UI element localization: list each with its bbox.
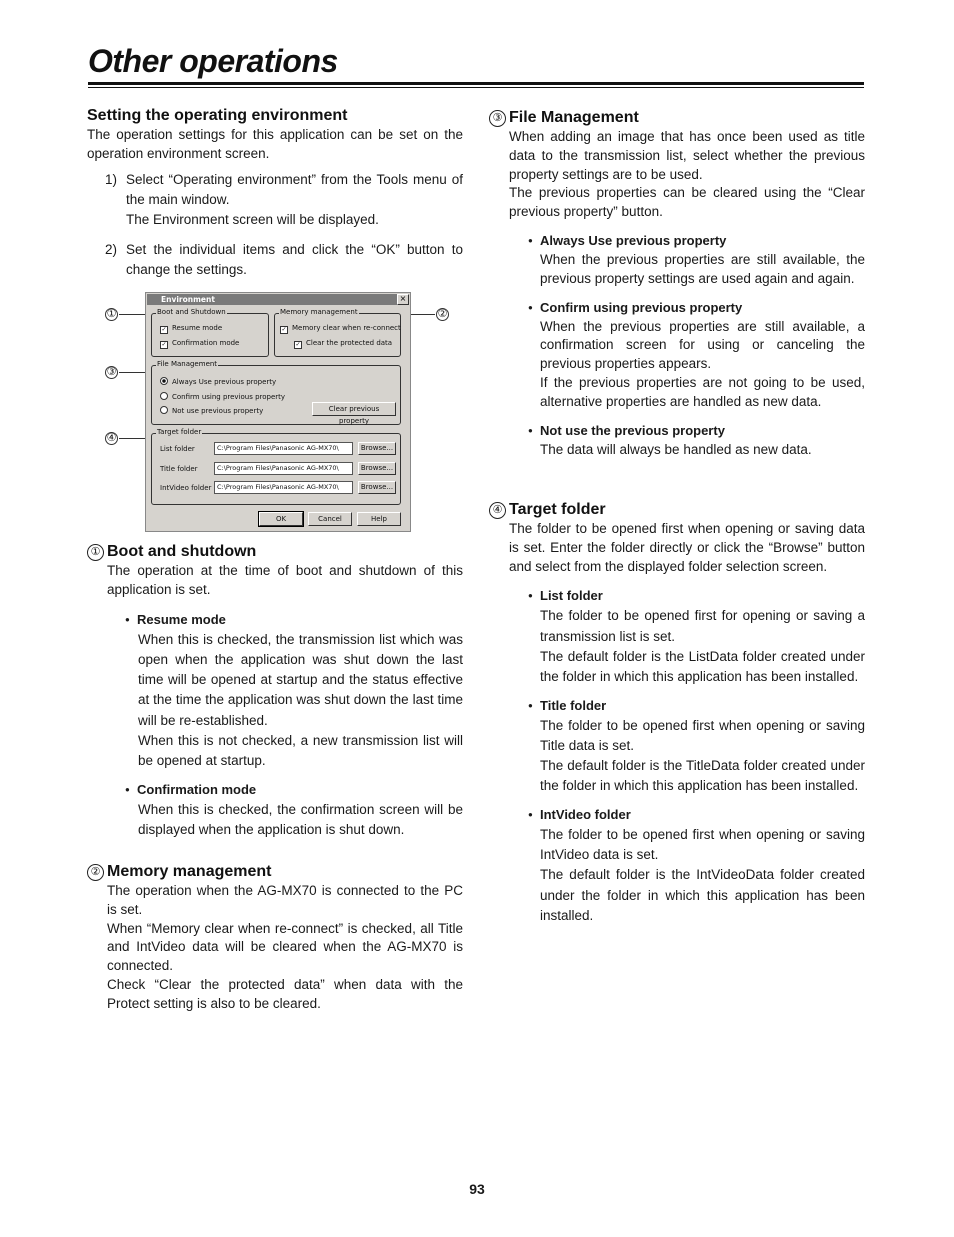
step-number: 2) [105,241,118,257]
target-group-label: Target folder [157,428,202,436]
resume-label: Resume mode [172,324,223,332]
title-rule [88,82,864,85]
clear-protected-checkbox[interactable] [294,339,392,349]
check-icon: ✓ [161,341,167,348]
target-group [151,428,401,505]
confirmation-label: Confirmation mode [172,339,240,347]
mem-clear-checkbox[interactable] [280,324,401,334]
boot-heading [87,542,463,562]
list-folder-label: List folder [160,445,195,453]
check-icon: ✓ [281,326,287,333]
intvideo-folder-text-2: The default folder is the IntVideoData folder created under the folder in which this application has been installed. [540,867,865,923]
title-folder-heading: ● Title folder [528,696,865,716]
left-column [87,106,463,280]
boot-section [87,542,463,840]
intvideo-folder-heading: ● IntVideo folder [528,805,865,825]
clear-protected-label: Clear the protected data [306,339,393,347]
notuse-heading: ● Not use the previous property [528,421,865,441]
page-title: Other operations [88,43,338,79]
step-text [126,170,463,230]
step-1-text: Select “Operating environment” from the Tools menu of the main window. [126,171,463,207]
callout-3: ③ [106,366,117,378]
file-p2: The previous properties can be cleared using the “Clear previous property” button. [509,185,865,220]
target-p1: The folder to be opened first when opening or saving data is set. Enter the folder directly or click the “Browse” button and select from the displayed folder selection screen. [509,521,865,574]
right-column [489,108,865,459]
marker-3: ③ [489,110,506,127]
marker-2: ② [87,864,104,881]
radio-off-icon [160,406,168,414]
title-folder-label: Title folder [160,465,198,473]
notuse-text: The data will always be handled as new data. [540,441,812,457]
callout-1: ① [106,308,117,320]
title-folder-text: The folder to be opened first when opening or saving Title data is set. [540,717,865,753]
confirmation-mode-text: When this is checked, the confirmation screen will be displayed when the application is shut down. [138,801,463,837]
always-text: When the previous properties are still available, the previous property settings are used again and again. [540,251,865,286]
always-heading: ● Always Use previous property [528,231,865,251]
marker-1: ① [87,544,104,561]
memory-section [87,862,463,1014]
callout-2: ② [437,308,448,320]
title-folder-text-2: The default folder is the TitleData folder created under the folder in which this application has been installed. [540,758,865,794]
radio-on-icon [160,377,168,385]
list-browse-button[interactable]: Browse... [358,442,396,455]
check-icon: ✓ [295,341,301,348]
memory-group-label: Memory management [280,308,358,316]
target-heading [489,500,865,520]
confirm-heading: ● Confirm using previous property [528,298,865,318]
marker-4: ④ [489,502,506,519]
target-section [489,500,865,926]
boot-heading-text: Boot and shutdown [107,543,257,560]
resume-mode-text: When this is checked, the transmission list which was open when the application was shut down the last time will be opened at startup and the status effective at the time the application was shut down the last time will be re-established. [138,631,463,728]
confirmation-mode-heading: ● Confirmation mode [125,780,463,800]
step-2-text: Set the individual items and click the “OK” button to change the settings. [126,241,463,277]
callout-4: ④ [106,432,117,444]
close-button[interactable]: × [397,294,409,305]
list-folder-text: The folder to be opened first for opening or saving a transmission list is set. [540,608,865,644]
intvideo-folder-text: The folder to be opened first when opening or saving IntVideo data is set. [540,826,865,863]
memory-p1: The operation when the AG-MX70 is connected to the PC is set. [107,883,463,917]
always-label: Always Use previous property [172,378,277,386]
resume-mode-text-2: When this is not checked, a new transmission list will be opened at startup. [138,733,463,769]
file-group-label: File Management [157,360,218,368]
boot-intro: The operation at the time of boot and shutdown of this application is set. [107,563,463,597]
list-folder-heading: ● List folder [528,586,865,606]
step-1-note: The Environment screen will be displayed. [126,211,379,227]
step-number: 1) [105,171,118,187]
ok-button[interactable]: OK [259,512,303,526]
boot-group [151,308,269,357]
title-rule-thin [88,87,864,88]
step-2 [105,240,463,280]
notuse-radio[interactable] [160,406,263,415]
title-folder-input[interactable]: C:\Program Files\Panasonic AG-MX70\ [214,462,353,475]
memory-p2: When “Memory clear when re-connect” is checked, all Title and IntVideo data will be cleared when the AG-MX70 is connected. [107,920,463,974]
memory-heading-text: Memory management [107,863,272,880]
intvideo-browse-button[interactable]: Browse... [358,481,396,494]
intvideo-folder-input[interactable]: C:\Program Files\Panasonic AG-MX70\ [214,481,353,494]
step-1 [105,170,463,230]
file-p1: When adding an image that has once been used as title data to the transmission list, select whether the previous property settings are to be used. [509,129,865,182]
resume-checkbox[interactable] [160,324,222,334]
file-heading-text: File Management [509,109,639,126]
always-radio[interactable] [160,377,276,386]
resume-mode-heading: ● Resume mode [125,610,463,630]
memory-group [274,308,401,357]
file-heading [489,108,865,128]
memory-p3: Check “Clear the protected data” when data with the Protect setting is also to be cleared. [107,976,463,1011]
list-folder-text-2: The default folder is the ListData folder created under the folder in which this application has been installed. [540,648,865,685]
confirm-text: When the previous properties are still available, a confirmation screen for using or canceling the previous properties appears. [540,318,865,372]
check-icon: ✓ [161,326,167,333]
environment-dialog [145,292,411,532]
confirm-text-2: If the previous properties are not going to be used, alternative properties are handled as new data. [540,374,865,409]
memory-heading [87,862,463,882]
setting-intro: The operation settings for this application can be set on the operation environment screen. [87,127,463,161]
list-folder-input[interactable]: C:\Program Files\Panasonic AG-MX70\ [214,442,353,455]
notuse-label: Not use previous property [172,407,264,415]
page-number: 93 [469,1181,485,1197]
confirm-label: Confirm using previous property [172,393,286,401]
mem-clear-label: Memory clear when re-connect [292,324,401,332]
file-group [151,360,401,425]
boot-group-label: Boot and Shutdown [157,308,226,316]
intvideo-folder-label: IntVideo folder [160,484,212,492]
confirmation-checkbox[interactable] [160,339,239,349]
dialog-titlebar: Environment [147,294,409,305]
cancel-button[interactable]: Cancel [308,512,352,526]
clear-previous-button[interactable]: Clear previous property [312,402,396,416]
radio-off-icon [160,392,168,400]
confirm-radio[interactable] [160,392,285,401]
setting-heading: Setting the operating environment [87,107,348,124]
help-button[interactable]: Help [357,512,401,526]
title-browse-button[interactable]: Browse... [358,462,396,475]
target-heading-text: Target folder [509,501,606,518]
